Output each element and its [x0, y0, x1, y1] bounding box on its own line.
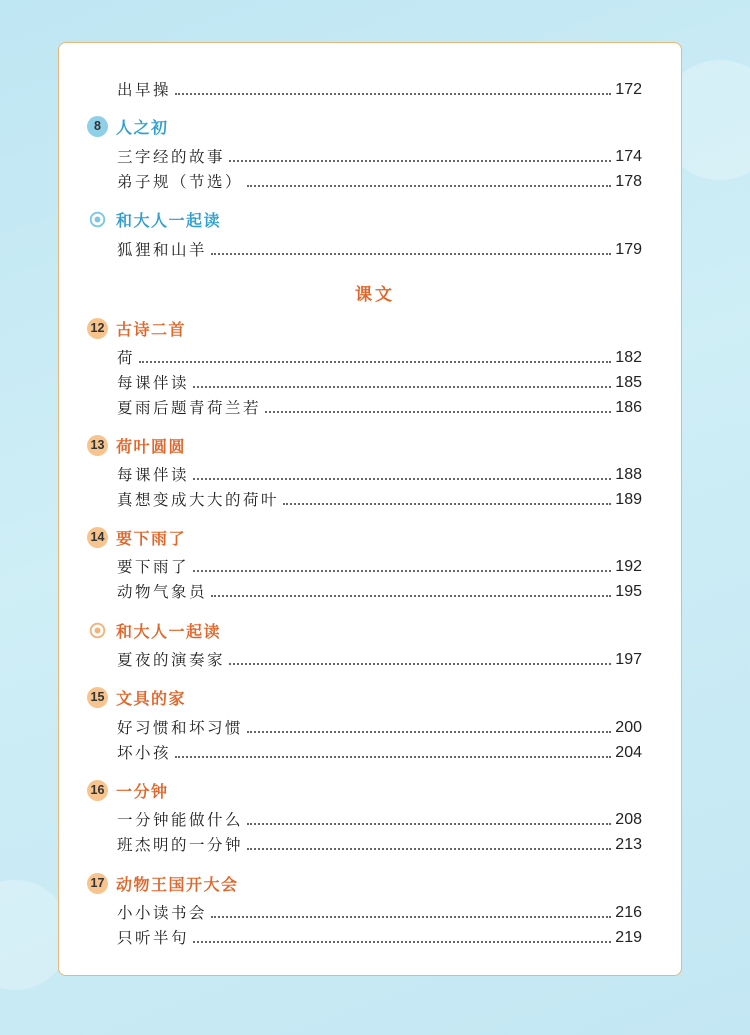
dot-leader: [229, 663, 611, 665]
double-circle-icon: [87, 209, 108, 230]
section-title: 课文: [355, 285, 395, 305]
dot-leader: [283, 503, 611, 505]
entry-page: 178: [615, 173, 642, 190]
unit-number-badge: 12: [87, 318, 108, 339]
entry-title: 每课伴读: [117, 374, 190, 392]
dot-leader: [193, 941, 611, 943]
entry-title: 一分钟能做什么: [117, 811, 244, 829]
entry-page: 213: [615, 836, 642, 853]
unit-heading-15[interactable]: [87, 684, 186, 710]
toc-entry[interactable]: [117, 486, 642, 510]
unit-title: 一分钟: [116, 781, 169, 801]
dot-leader: [247, 848, 611, 850]
entry-title: 夏夜的演奏家: [117, 651, 226, 669]
entry-page: 188: [615, 466, 642, 483]
toc-entry[interactable]: [117, 168, 642, 192]
dot-leader: [229, 160, 611, 162]
toc-entry[interactable]: [117, 578, 642, 602]
dot-leader: [211, 916, 611, 918]
unit-title: 文具的家: [116, 688, 187, 708]
read-together-heading[interactable]: [87, 617, 221, 643]
entry-title: 每课伴读: [117, 466, 190, 484]
entry-page: 172: [615, 81, 642, 98]
dot-leader: [193, 478, 611, 480]
entry-page: 208: [615, 811, 642, 828]
entry-title: 只听半句: [117, 929, 190, 947]
toc-entry[interactable]: [117, 236, 642, 260]
dot-leader: [193, 386, 611, 388]
entry-title: 要下雨了: [117, 558, 190, 576]
unit-title: 和大人一起读: [116, 210, 222, 230]
entry-page: 204: [615, 744, 642, 761]
entry-title: 小小读书会: [117, 904, 208, 922]
unit-heading-12[interactable]: [87, 315, 186, 341]
toc-entry[interactable]: [117, 394, 642, 418]
dot-leader: [139, 361, 611, 363]
entry-title: 夏雨后题青荷兰若: [117, 399, 262, 417]
dot-leader: [247, 185, 611, 187]
entry-title: 坏小孩: [117, 744, 172, 762]
unit-number-badge: 15: [87, 687, 108, 708]
entry-title: 好习惯和坏习惯: [117, 719, 244, 737]
dot-leader: [247, 731, 611, 733]
toc-entry[interactable]: [117, 461, 642, 485]
entry-title: 班杰明的一分钟: [117, 836, 244, 854]
entry-title: 三字经的故事: [117, 148, 226, 166]
toc-entry[interactable]: [117, 553, 642, 577]
toc-entry[interactable]: [117, 739, 642, 763]
unit-number-badge: 13: [87, 435, 108, 456]
unit-number-badge: 14: [87, 527, 108, 548]
unit-number-badge: 16: [87, 780, 108, 801]
toc-entry[interactable]: [117, 143, 642, 167]
dot-leader: [211, 595, 611, 597]
dot-leader: [247, 823, 611, 825]
entry-title: 荷: [117, 349, 136, 367]
toc-entry[interactable]: [117, 806, 642, 830]
entry-page: 182: [615, 349, 642, 366]
entry-page: 186: [615, 399, 642, 416]
entry-page: 200: [615, 719, 642, 736]
toc-entry[interactable]: [117, 76, 642, 100]
read-together-heading[interactable]: [87, 206, 221, 232]
toc-entry[interactable]: [117, 899, 642, 923]
entry-page: 192: [615, 558, 642, 575]
unit-title: 古诗二首: [116, 319, 187, 339]
unit-heading-16[interactable]: [87, 777, 169, 803]
unit-title: 荷叶圆圆: [116, 436, 187, 456]
toc-entry[interactable]: [117, 924, 642, 948]
toc-entry[interactable]: [117, 714, 642, 738]
unit-title: 动物王国开大会: [116, 874, 239, 894]
unit-title: 人之初: [116, 117, 169, 137]
entry-page: 179: [615, 241, 642, 258]
toc-entry[interactable]: [117, 646, 642, 670]
entry-title: 弟子规（节选）: [117, 173, 244, 191]
entry-title: 真想变成大大的荷叶: [117, 491, 280, 509]
entry-page: 195: [615, 583, 642, 600]
dot-leader: [211, 253, 611, 255]
toc-entry[interactable]: [117, 369, 642, 393]
entry-title: 出早操: [117, 81, 172, 99]
entry-title: 动物气象员: [117, 583, 208, 601]
unit-heading-8[interactable]: [87, 113, 169, 139]
entry-page: 174: [615, 148, 642, 165]
unit-heading-13[interactable]: [87, 432, 186, 458]
unit-number-badge: 17: [87, 873, 108, 894]
entry-page: 216: [615, 904, 642, 921]
dot-leader: [193, 570, 611, 572]
dot-leader: [175, 93, 611, 95]
unit-heading-17[interactable]: [87, 870, 239, 896]
entry-title: 狐狸和山羊: [117, 241, 208, 259]
dot-leader: [175, 756, 611, 758]
toc-entry[interactable]: [117, 831, 642, 855]
entry-page: 185: [615, 374, 642, 391]
unit-title: 和大人一起读: [116, 621, 222, 641]
entry-page: 189: [615, 491, 642, 508]
toc-entry[interactable]: [117, 344, 642, 368]
unit-heading-14[interactable]: [87, 524, 186, 550]
entry-page: 197: [615, 651, 642, 668]
unit-title: 要下雨了: [116, 528, 187, 548]
dot-leader: [265, 411, 611, 413]
unit-number-badge: 8: [87, 116, 108, 137]
double-circle-icon: [87, 620, 108, 641]
entry-page: 219: [615, 929, 642, 946]
